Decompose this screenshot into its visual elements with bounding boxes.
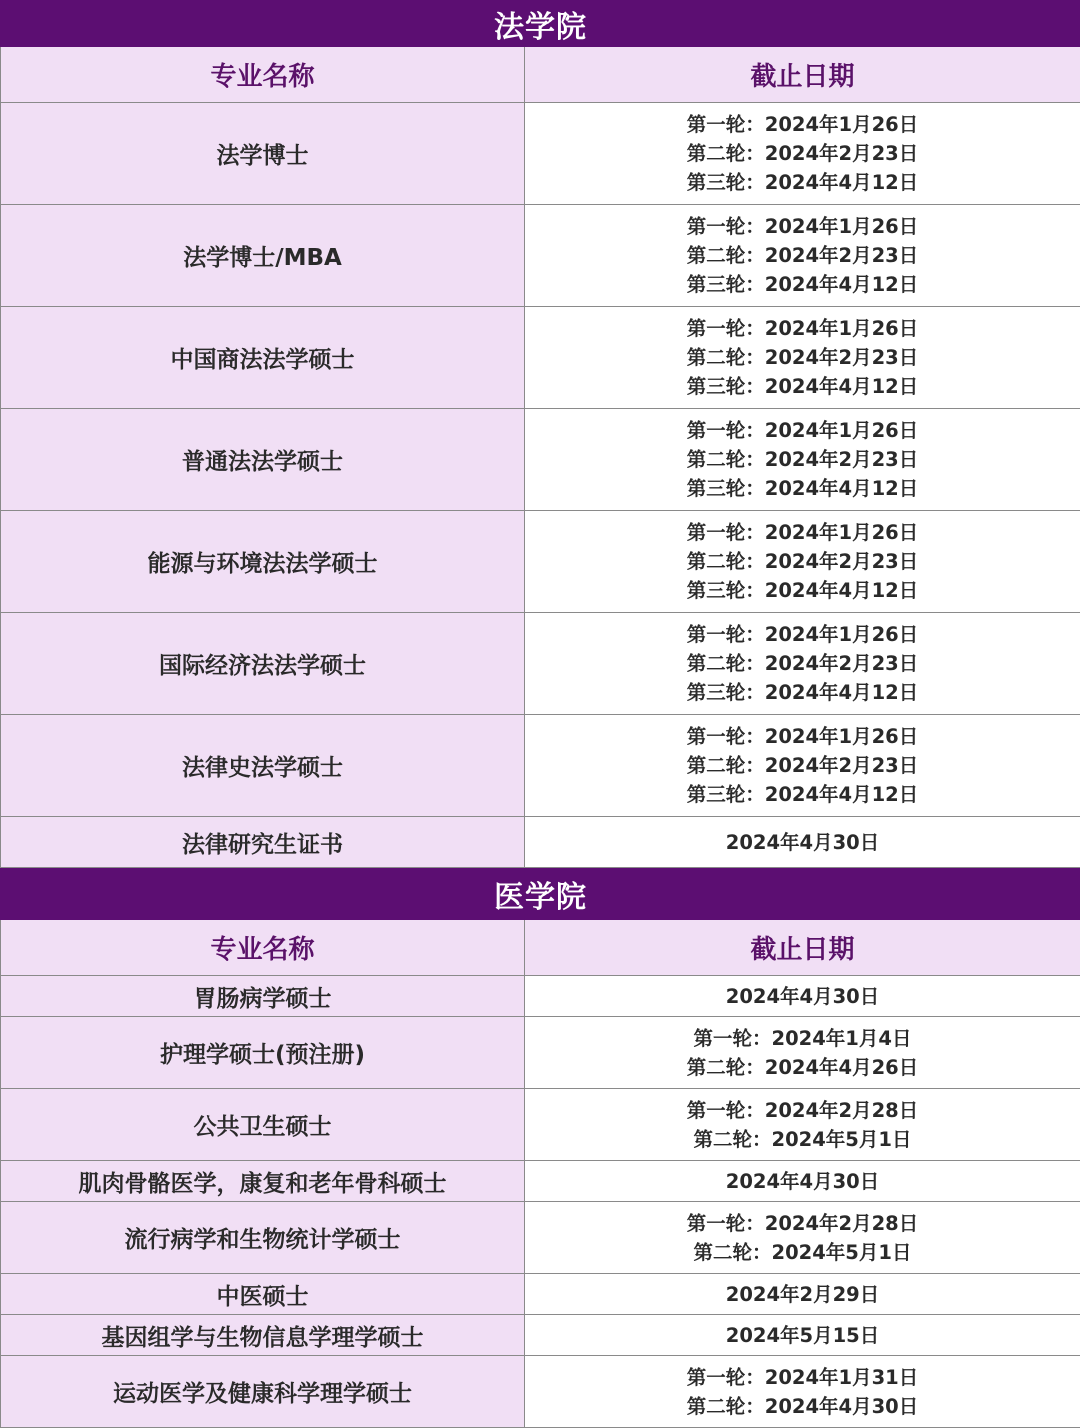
deadline-header: 截止日期 <box>525 47 1080 103</box>
deadline-date: 第一轮：2024年2月28日 <box>525 1209 1080 1238</box>
deadline-cell <box>525 1315 1080 1356</box>
deadline-date: 第一轮：2024年1月31日 <box>525 1363 1080 1392</box>
deadline-cell <box>525 205 1080 307</box>
program-name: 流行病学和生物统计学硕士 <box>1 1202 525 1274</box>
deadline-header: 截止日期 <box>525 920 1080 976</box>
deadline-date: 第二轮：2024年4月30日 <box>525 1392 1080 1421</box>
section-title: 医学院 <box>1 868 1080 920</box>
deadline-date: 第一轮：2024年1月26日 <box>525 212 1080 241</box>
column-header-row <box>1 920 1080 976</box>
program-name: 基因组学与生物信息学理学硕士 <box>1 1315 525 1356</box>
deadline-cell <box>525 409 1080 511</box>
table-row <box>1 205 1080 307</box>
deadline-cell <box>525 103 1080 205</box>
program-name: 国际经济法法学硕士 <box>1 613 525 715</box>
deadline-date: 第二轮：2024年5月1日 <box>525 1125 1080 1154</box>
deadline-date: 第三轮：2024年4月12日 <box>525 168 1080 197</box>
program-name: 公共卫生硕士 <box>1 1089 525 1161</box>
program-name: 中国商法法学硕士 <box>1 307 525 409</box>
deadline-date: 第一轮：2024年1月4日 <box>525 1024 1080 1053</box>
program-name: 法学博士 <box>1 103 525 205</box>
deadline-cell <box>525 511 1080 613</box>
table-row <box>1 511 1080 613</box>
program-name-header: 专业名称 <box>1 920 525 976</box>
deadline-date: 第二轮：2024年2月23日 <box>525 649 1080 678</box>
program-name: 能源与环境法法学硕士 <box>1 511 525 613</box>
program-name: 普通法法学硕士 <box>1 409 525 511</box>
section-title-row <box>1 1 1080 47</box>
deadline-date: 第三轮：2024年4月12日 <box>525 372 1080 401</box>
deadline-cell <box>525 1017 1080 1089</box>
deadline-date: 第一轮：2024年1月26日 <box>525 314 1080 343</box>
table-row <box>1 409 1080 511</box>
deadline-date: 2024年2月29日 <box>525 1280 1080 1309</box>
column-header-row <box>1 47 1080 103</box>
deadline-date: 第二轮：2024年4月26日 <box>525 1053 1080 1082</box>
deadline-cell <box>525 613 1080 715</box>
deadline-date: 第一轮：2024年1月26日 <box>525 110 1080 139</box>
section-title-row <box>1 868 1080 920</box>
program-name: 法学博士/MBA <box>1 205 525 307</box>
deadline-cell <box>525 976 1080 1017</box>
deadline-date: 第三轮：2024年4月12日 <box>525 270 1080 299</box>
table-row <box>1 1356 1080 1428</box>
deadline-date: 第二轮：2024年2月23日 <box>525 343 1080 372</box>
section-title: 法学院 <box>1 1 1080 47</box>
table-row <box>1 1274 1080 1315</box>
deadline-date: 2024年4月30日 <box>525 982 1080 1011</box>
deadline-cell <box>525 307 1080 409</box>
deadline-date: 第二轮：2024年2月23日 <box>525 751 1080 780</box>
table-row <box>1 1089 1080 1161</box>
deadline-date: 2024年4月30日 <box>525 1167 1080 1196</box>
deadline-date: 第三轮：2024年4月12日 <box>525 576 1080 605</box>
table-row <box>1 1315 1080 1356</box>
table-row <box>1 1017 1080 1089</box>
table-row <box>1 976 1080 1017</box>
program-name: 胃肠病学硕士 <box>1 976 525 1017</box>
program-name: 肌肉骨骼医学，康复和老年骨科硕士 <box>1 1161 525 1202</box>
table-row <box>1 715 1080 817</box>
deadline-date: 第一轮：2024年1月26日 <box>525 416 1080 445</box>
deadline-table-body <box>1 1 1080 1428</box>
deadline-cell <box>525 1356 1080 1428</box>
program-name: 法律研究生证书 <box>1 817 525 868</box>
program-name: 中医硕士 <box>1 1274 525 1315</box>
deadline-cell <box>525 715 1080 817</box>
deadline-cell <box>525 1161 1080 1202</box>
deadline-date: 第三轮：2024年4月12日 <box>525 780 1080 809</box>
program-name: 运动医学及健康科学理学硕士 <box>1 1356 525 1428</box>
program-name: 法律史法学硕士 <box>1 715 525 817</box>
table-row <box>1 103 1080 205</box>
deadline-date: 2024年5月15日 <box>525 1321 1080 1350</box>
deadline-date: 第三轮：2024年4月12日 <box>525 678 1080 707</box>
table-row <box>1 613 1080 715</box>
table-row <box>1 307 1080 409</box>
deadline-date: 第三轮：2024年4月12日 <box>525 474 1080 503</box>
deadline-cell <box>525 817 1080 868</box>
table-row <box>1 817 1080 868</box>
deadline-date: 第一轮：2024年1月26日 <box>525 722 1080 751</box>
deadline-date: 第一轮：2024年2月28日 <box>525 1096 1080 1125</box>
program-name-header: 专业名称 <box>1 47 525 103</box>
deadline-date: 第一轮：2024年1月26日 <box>525 518 1080 547</box>
deadline-date: 2024年4月30日 <box>525 828 1080 857</box>
deadline-date: 第二轮：2024年2月23日 <box>525 241 1080 270</box>
program-name: 护理学硕士(预注册) <box>1 1017 525 1089</box>
deadline-date: 第二轮：2024年2月23日 <box>525 139 1080 168</box>
deadline-date: 第一轮：2024年1月26日 <box>525 620 1080 649</box>
deadline-cell <box>525 1274 1080 1315</box>
deadline-cell <box>525 1202 1080 1274</box>
table-row <box>1 1161 1080 1202</box>
deadline-date: 第二轮：2024年2月23日 <box>525 547 1080 576</box>
deadline-date: 第二轮：2024年5月1日 <box>525 1238 1080 1267</box>
table-row <box>1 1202 1080 1274</box>
deadline-date: 第二轮：2024年2月23日 <box>525 445 1080 474</box>
deadline-cell <box>525 1089 1080 1161</box>
